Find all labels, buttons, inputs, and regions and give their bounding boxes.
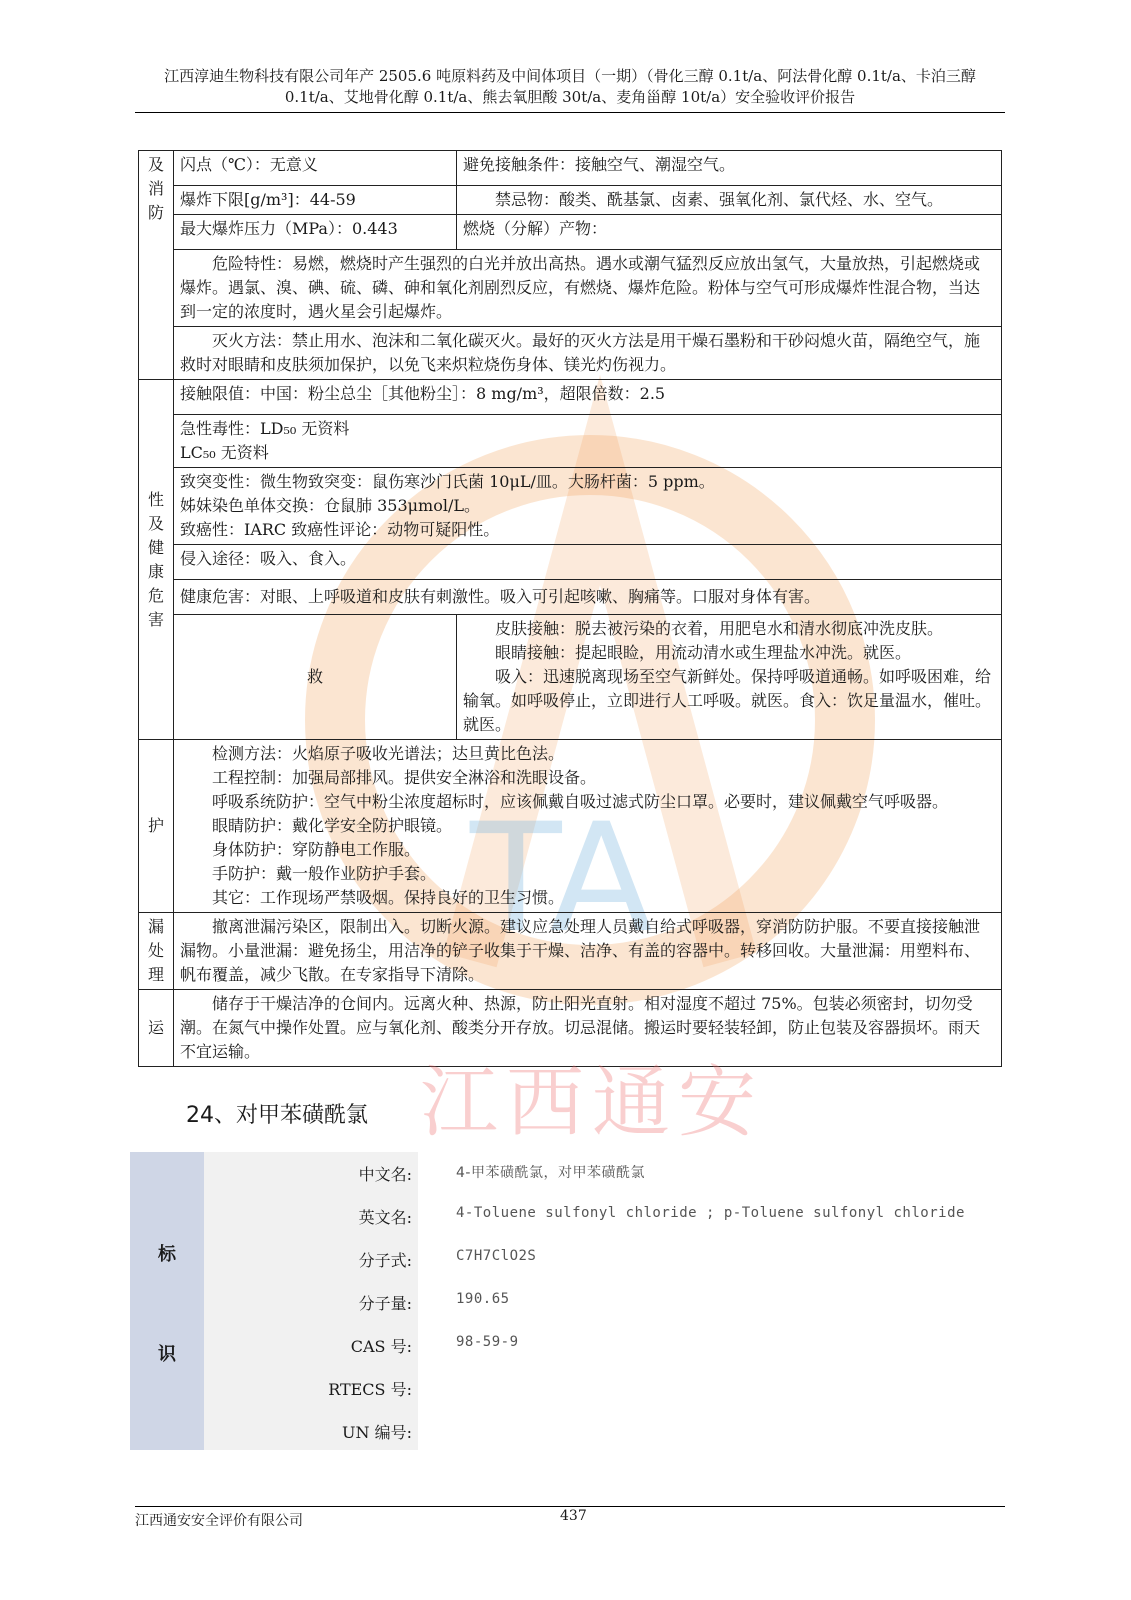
health-hazard: 健康危害：对眼、上呼吸道和皮肤有刺激性。吸入可引起咳嗽、胸痛等。口服对身体有害。 — [174, 580, 1002, 615]
health-side-label: 性 及 健 康 危 害 — [139, 380, 174, 740]
carcinogenicity: 致癌性：IARC 致癌性评论：动物可疑阳性。 — [180, 520, 500, 539]
mutagenicity-sce: 姊妹染色单体交换：仓鼠肺 353μmol/L。 — [180, 496, 480, 515]
protect-body: 身体防护：穿防静电工作服。 — [212, 840, 421, 859]
health-row-harm — [139, 580, 1002, 615]
page-header — [135, 66, 1005, 108]
fire-row-flash — [139, 151, 1002, 186]
mutagenicity — [174, 468, 1002, 545]
footer-company: 江西通安安全评价有限公司 — [135, 1513, 303, 1529]
extinguishing-method: 灭火方法：禁止用水、泡沫和二氧化碳灭火。最好的灭火方法是用干燥石墨粉和干砂闷熄火苗，隔绝空气，施救时对眼睛和皮肤须加保护，以免飞来炽粒烧伤身体、镁光灼伤视力。 — [174, 327, 1002, 380]
aid-side-label: 救 — [174, 615, 457, 740]
header-line-2: 0.1t/a、艾地骨化醇 0.1t/a、熊去氧胆酸 30t/a、麦角甾醇 10t/a）安全验收评价报告 — [284, 88, 856, 106]
leak-side-label: 漏 处 理 — [139, 913, 174, 990]
fire-side-label: 及 消 防 — [139, 151, 174, 380]
identity-row-molecular-weight — [204, 1281, 994, 1324]
acute-toxicity — [174, 415, 1002, 468]
identity-value: C7H7ClO2S — [456, 1248, 537, 1264]
identity-label: 分子量: — [358, 1294, 412, 1313]
identity-label: UN 编号: — [342, 1423, 412, 1442]
exposure-limit: 接触限值：中国：粉尘总尘［其他粉尘］：8 mg/m³，超限倍数：2.5 — [174, 380, 1002, 415]
safety-data-table — [138, 150, 1002, 1067]
page-number: 437 — [560, 1508, 587, 1524]
identity-label: RTECS 号: — [328, 1380, 412, 1399]
protect-eyes: 眼睛防护：戴化学安全防护眼镜。 — [212, 816, 453, 835]
protect-detect: 检测方法：火焰原子吸收光谱法；达旦黄比色法。 — [212, 744, 565, 763]
transport-row — [139, 990, 1002, 1067]
aid-eye: 眼睛接触：提起眼睑，用流动清水或生理盐水冲洗。就医。 — [495, 643, 912, 662]
identity-row-rtecs — [204, 1367, 994, 1410]
protect-side-label: 护 — [139, 740, 174, 913]
max-explosion-pressure: 最大爆炸压力（MPa）：0.443 — [174, 215, 457, 250]
identity-row-chinese-name — [204, 1152, 994, 1195]
first-aid — [457, 615, 1002, 740]
identity-value: 4-Toluene sulfonyl chloride ; p-Toluene sulfonyl chloride — [456, 1205, 965, 1221]
footer-divider — [135, 1506, 1005, 1507]
protect-respiratory: 呼吸系统防护：空气中粉尘浓度超标时，应该佩戴自吸过滤式防尘口罩。必要时，建议佩戴空气呼吸器。 — [212, 792, 949, 811]
identity-side-label: 标 识 — [130, 1152, 204, 1450]
identity-label: 中文名: — [358, 1165, 412, 1184]
header-divider — [135, 112, 1005, 113]
fire-row-hazard — [139, 250, 1002, 327]
identity-row-formula — [204, 1238, 994, 1281]
health-row-acute — [139, 415, 1002, 468]
aid-inhale: 吸入：迅速脱离现场至空气新鲜处。保持呼吸道通畅。如呼吸困难，给输氧。如呼吸停止，立即进行人工呼吸。就医。食入：饮足量温水，催吐。就医。 — [463, 667, 992, 734]
identity-block — [130, 1152, 1000, 1450]
aid-skin: 皮肤接触：脱去被污染的衣着，用肥皂水和清水彻底冲洗皮肤。 — [495, 619, 944, 638]
health-row-route — [139, 545, 1002, 580]
incompatible-materials: 禁忌物：酸类、酰基氯、卤素、强氧化剂、氯代烃、水、空气。 — [457, 186, 1002, 215]
combustion-products: 燃烧（分解）产物： — [457, 215, 1002, 250]
storage-transport: 储存于干燥洁净的仓间内。远离火种、热源，防止阳光直射。相对湿度不超过 75%。包装必须密封，切勿受潮。在氮气中操作处置。应与氧化剂、酸类分开存放。切忌混储。搬运时要轻装轻卸，防止包装及容器损坏。雨天不宜运输。 — [174, 990, 1002, 1067]
identity-value: 98-59-9 — [456, 1334, 519, 1350]
identity-value: 190.65 — [456, 1291, 510, 1307]
identity-value: 4-甲苯磺酰氯，对甲苯磺酰氯 — [456, 1165, 645, 1181]
leak-row — [139, 913, 1002, 990]
section-title: 24、对甲苯磺酰氯 — [186, 1103, 368, 1128]
identity-label: 英文名: — [358, 1208, 412, 1227]
leak-handling: 撤离泄漏污染区，限制出入。切断火源。建议应急处理人员戴自给式呼吸器，穿消防防护服。不要直接接触泄漏物。小量泄漏：避免扬尘，用洁净的铲子收集于干燥、洁净、有盖的容器中。转移回收。大量泄漏：用塑料布、帆布覆盖，减少飞散。在专家指导下清除。 — [174, 913, 1002, 990]
watermark-ta: TA — [470, 792, 653, 966]
fire-row-limit — [139, 186, 1002, 215]
explosion-lower-limit: 爆炸下限[g/m³]：44-59 — [174, 186, 457, 215]
exposure-route: 侵入途径：吸入、食入。 — [174, 545, 1002, 580]
protect-other: 其它：工作现场严禁吸烟。保持良好的卫生习惯。 — [212, 888, 565, 907]
transport-side-label: 运 — [139, 990, 174, 1067]
protect-engineering: 工程控制：加强局部排风。提供安全淋浴和洗眼设备。 — [212, 768, 597, 787]
protect-hands: 手防护：戴一般作业防护手套。 — [212, 864, 437, 883]
watermark-text: 江西通安 — [420, 1058, 765, 1148]
protection — [174, 740, 1002, 913]
health-row-mutagen — [139, 468, 1002, 545]
identity-row-english-name — [204, 1195, 994, 1238]
fire-row-pressure — [139, 215, 1002, 250]
identity-row-cas — [204, 1324, 994, 1367]
identity-label: 分子式: — [358, 1251, 412, 1270]
fire-row-extinguish — [139, 327, 1002, 380]
mutagenicity-microbe: 致突变性：微生物致突变：鼠伤寒沙门氏菌 10μL/皿。大肠杆菌：5 ppm。 — [180, 472, 715, 491]
hazard-properties: 危险特性：易燃，燃烧时产生强烈的白光并放出高热。遇水或潮气猛烈反应放出氢气，大量放热，引起燃烧或爆炸。遇氯、溴、碘、硫、磷、砷和氧化剂剧烈反应，有燃烧、爆炸危险。粉体与空气可形成爆炸性混合物，当达到一定的浓度时，遇火星会引起爆炸。 — [174, 250, 1002, 327]
health-row-exposure — [139, 380, 1002, 415]
identity-label: CAS 号: — [350, 1337, 412, 1356]
acute-toxicity-lc50: LC₅₀ 无资料 — [180, 443, 269, 462]
identity-row-un — [204, 1410, 994, 1453]
protect-row — [139, 740, 1002, 913]
avoid-conditions: 避免接触条件：接触空气、潮湿空气。 — [457, 151, 1002, 186]
aid-row — [139, 615, 1002, 740]
flash-point: 闪点（℃）：无意义 — [174, 151, 457, 186]
header-line-1: 江西淳迪生物科技有限公司年产 2505.6 吨原料药及中间体项目（一期）（骨化三醇 0.1t/a、阿法骨化醇 0.1t/a、卡泊三醇 — [164, 67, 976, 85]
acute-toxicity-ld50: 急性毒性：LD₅₀ 无资料 — [180, 419, 350, 438]
